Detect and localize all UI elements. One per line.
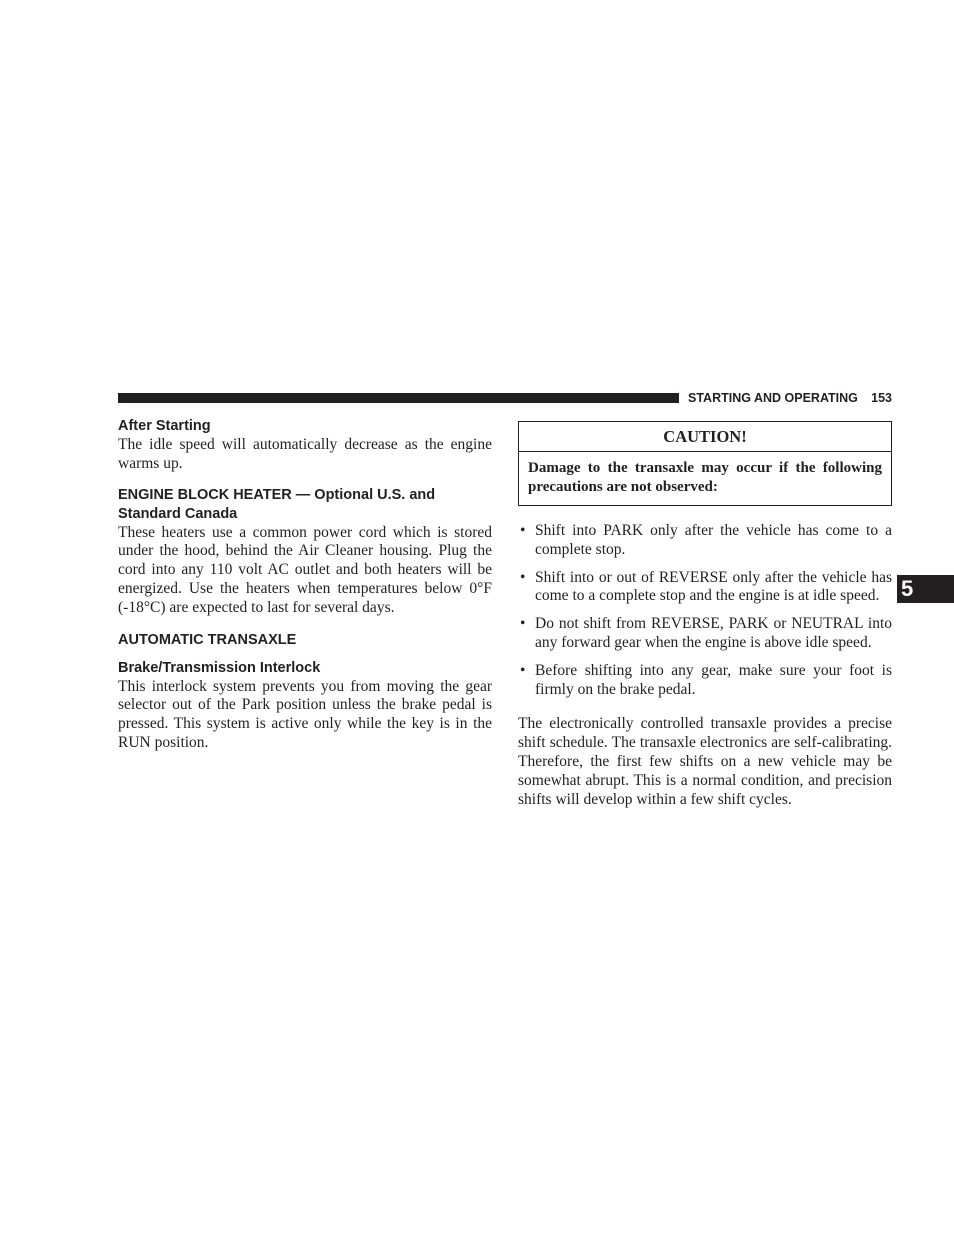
header-rule [118,393,679,403]
caution-box [518,421,892,506]
section-title: STARTING AND OPERATING [688,391,858,405]
after-starting-text: The idle speed will automatically decrease as the engine warms up. [118,436,492,472]
closing-paragraph: The electronically controlled transaxle provides a precise shift schedule. The transaxle electronics are self-calibrating. Therefore, the first few shifts on a new vehicle may be somewhat abrupt. This is a normal condition, and precision shifts will develop within a few shift cycles. [518,715,892,808]
bullet-icon: • [520,522,526,539]
bullet-icon: • [520,568,526,586]
interlock-text: This interlock system prevents you from moving the gear selector out of the Park position unless the brake pedal is pressed. This system is active only while the key is in the RUN position. [118,677,492,751]
list-item: • Before shifting into any gear, make sure your foot is firmly on the brake pedal. [520,661,892,698]
chapter-tab: 5 [897,575,954,603]
automatic-transaxle-heading: AUTOMATIC TRANSAXLE [118,631,297,648]
interlock-heading: Brake/Transmission Interlock [118,659,321,676]
caution-title: CAUTION! [519,422,891,452]
bullet-icon: • [520,615,526,633]
running-head [688,389,892,407]
list-item: • Shift into PARK only after the vehicle has come to a complete stop. [520,522,892,558]
page-number: 153 [871,391,892,405]
precautions-list [518,522,892,699]
bullet-icon: • [520,661,526,679]
list-item: • Do not shift from REVERSE, PARK or NEUTRAL into any forward gear when the engine is above idle speed. [520,615,892,651]
caution-text: Damage to the transaxle may occur if the following precautions are not observed: [528,460,882,495]
engine-block-heater-heading: ENGINE BLOCK HEATER — Optional U.S. and Standard Canada [118,486,436,522]
engine-block-heater-text: These heaters use a common power cord which is stored under the hood, behind the Air Cleaner housing. Plug the cord into any 110 volt AC outlet and both heaters will be energized. Use the heaters when temperatures below 0°F (-18°C) are expected to last for several days. [118,523,492,616]
right-column [518,421,892,809]
left-column [118,417,492,753]
after-starting-heading: After Starting [118,418,211,434]
list-item: • Shift into or out of REVERSE only after the vehicle has come to a complete stop and the engine is at idle speed. [520,568,892,605]
